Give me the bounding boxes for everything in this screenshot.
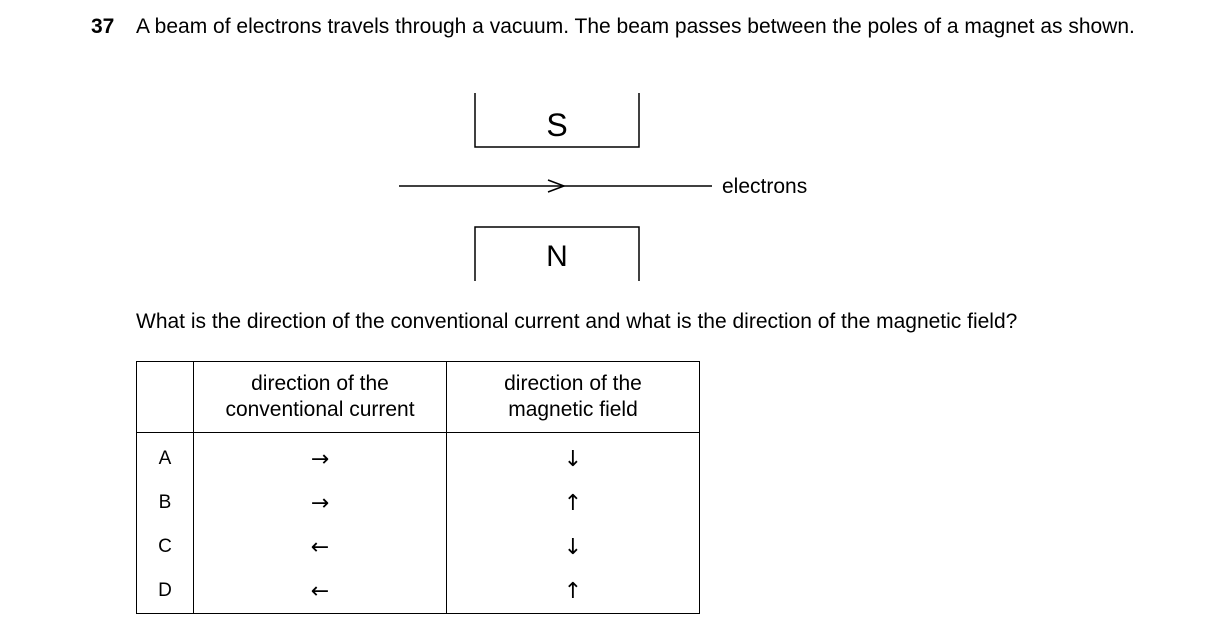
header-current [194, 362, 447, 433]
table-row [137, 525, 700, 569]
south-pole-label: S [546, 107, 568, 143]
option-key: A [137, 433, 194, 482]
header-key [137, 362, 194, 433]
question-number: 37 [91, 15, 115, 38]
magnet-diagram [0, 0, 1216, 300]
answer-table [136, 361, 700, 614]
north-pole [475, 227, 639, 281]
current-arrow-icon: → [194, 481, 447, 525]
south-pole [475, 93, 639, 147]
header-field [447, 362, 700, 433]
current-arrow-icon: ← [194, 569, 447, 614]
current-arrow-icon: ← [194, 525, 447, 569]
header-current-text: direction of the conventional current [225, 372, 415, 421]
field-arrow-icon: ↑ [447, 569, 700, 614]
option-key: B [137, 481, 194, 525]
field-arrow-icon: ↓ [447, 525, 700, 569]
table-header-row [137, 362, 700, 433]
current-arrow-icon: → [194, 433, 447, 482]
option-key: C [137, 525, 194, 569]
north-pole-label: N [546, 240, 568, 273]
electron-beam [399, 175, 807, 198]
beam-label: electrons [722, 175, 808, 198]
field-arrow-icon: ↓ [447, 433, 700, 482]
question-prompt: What is the direction of the conventional current and what is the direction of the magnetic field? [136, 310, 1018, 333]
table-row [137, 481, 700, 525]
header-field-text: direction of the magnetic field [504, 372, 642, 421]
field-arrow-icon: ↑ [447, 481, 700, 525]
table-row [137, 569, 700, 614]
table-row [137, 433, 700, 482]
option-key: D [137, 569, 194, 614]
question-text: A beam of electrons travels through a vacuum. The beam passes between the poles of a magnet as shown. [136, 15, 1135, 38]
